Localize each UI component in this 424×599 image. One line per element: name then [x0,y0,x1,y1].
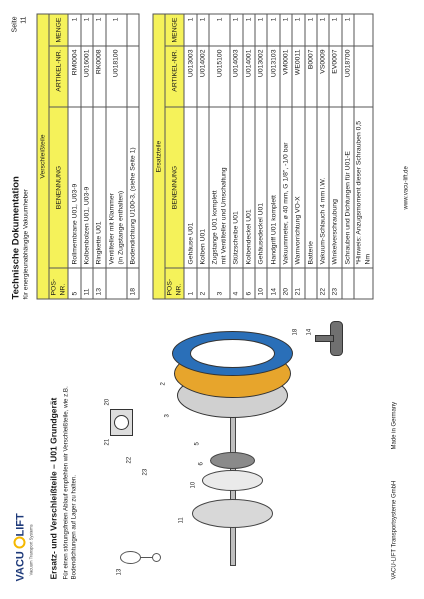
page-number-value: 11 [20,16,27,24]
cell-name: Winkelverschraubung [329,107,341,268]
cell-pos [341,268,353,299]
table-row [93,14,105,299]
diagram-label: 21 [104,438,110,445]
cell-art: U013103 [267,46,279,107]
cell-art: RM0004 [68,46,80,107]
cell-art [354,46,373,107]
cell-art [126,46,138,107]
cell-name [209,107,230,268]
col-header: MENGE [49,14,68,46]
table-row [267,14,279,299]
table-row [254,14,266,299]
table-row [105,14,126,299]
col-header: ARTIKEL-NR. [165,46,184,107]
cell-qty: 1 [196,14,208,46]
cell-qty: 1 [316,14,328,46]
cell-art: U014001 [242,46,254,107]
cell-qty [354,14,373,46]
cell-art: VM0001 [279,46,291,107]
cell-pos: 22 [316,268,328,299]
cell-qty: 1 [304,14,316,46]
table-row [184,14,196,299]
cell-art: U015100 [209,46,230,107]
spare-table-title: Ersatzteile [153,14,165,299]
svg-text:Vacuum Transport Systems: Vacuum Transport Systems [28,523,33,575]
cell-pos: 20 [279,268,291,299]
col-header: ARTIKEL-NR. [49,46,68,107]
spare-parts-table [152,13,373,299]
intro-title: Ersatz- und Verschleißteile – U01 Grundgerät [48,397,58,579]
cell-name: Bodendichtung U100-3, (siehe Seite 1) [126,107,138,268]
footer-made-in: Made in Germany [391,401,397,449]
cell-pos: 18 [126,268,138,299]
cell-pos: 21 [292,268,304,299]
document-title: Technische Dokumentation [10,175,21,299]
diagram-label: 3 [164,413,170,417]
table-row [341,14,353,299]
cell-pos: 5 [68,268,80,299]
cell-name: Handgriff U01 komplett [267,107,279,268]
table-row [292,14,304,299]
cell-pos: 2 [196,268,208,299]
cell-pos: 3 [209,268,230,299]
diagram-label: 22 [126,456,132,463]
footer-url[interactable]: www.vacu-lift.de [403,165,409,209]
diagram-label: 10 [190,481,196,488]
cell-name: Vakuummeter, ø 40 mm, G 1/8", -1/0 bar [279,107,291,268]
vacuum-gauge-drawing [110,409,132,435]
diagram-label: 2 [160,381,166,385]
col-header: BENENNUNG [49,107,68,268]
cell-art: U014002 [196,46,208,107]
cell-name: Ringkette U01 [93,107,105,268]
table-header-row [165,14,184,299]
cell-name-line2: mit Ventilteller und Umschaltung [220,166,228,264]
cell-art: U016001 [80,46,92,107]
table-row [126,14,138,299]
cell-art: VS0009 [316,46,328,107]
cell-qty [126,14,138,46]
wear-parts-table [36,13,139,299]
cell-art: U014003 [230,46,242,107]
cell-art: U013003 [184,46,196,107]
cell-qty: 1 [267,14,279,46]
table-row [196,14,208,299]
cell-pos: 6 [242,268,254,299]
cell-name: Warnvorrichtung VO-X [292,107,304,268]
table-row [354,14,373,299]
cell-name-line1: Ventilteller mit Klammer [107,192,115,264]
cell-pos: 4 [230,268,242,299]
diagram-label: 18 [292,328,298,335]
cell-name: Schrauben und Dichtungen für U01-E [341,107,353,268]
diagram-label: 20 [104,398,110,405]
cell-pos [105,268,126,299]
table-row [304,14,316,299]
diagram-label: 6 [198,461,204,465]
col-header: MENGE [165,14,184,46]
table-header-row [49,14,68,299]
cell-name-line2: (in Zugstange enthalten) [116,190,124,264]
cell-qty: 1 [68,14,80,46]
cell-name: Batterie [304,107,316,268]
col-header: POS-NR. [165,268,184,299]
table-row [242,14,254,299]
handle-drawing [315,321,342,355]
cell-name: Gehäusedeckel U01 [254,107,266,268]
footer-company: VACU-LIFT Transportsysteme GmbH [391,480,397,579]
cell-pos [304,268,316,299]
cell-name [105,107,126,268]
diagram-label: 13 [116,568,122,575]
cell-name: Vakuum-Schlauch 4 mm l.W. [316,107,328,268]
table-row [279,14,291,299]
document-subtitle: für energieunabhängige Vakuumheber [22,188,29,299]
col-header: BENENNUNG [165,107,184,268]
table-row [209,14,230,299]
ring-chain-drawing [120,551,160,563]
cell-qty: 1 [279,14,291,46]
cell-pos: 1 [184,268,196,299]
cell-art: B0007 [304,46,316,107]
cell-qty: 1 [292,14,304,46]
cell-qty: 1 [329,14,341,46]
exploded-view-diagram [90,315,375,585]
vacu-lift-logo [10,511,36,581]
cell-pos: 13 [93,268,105,299]
svg-text:VACU: VACU [14,550,26,581]
table-row [230,14,242,299]
cell-pos: 23 [329,268,341,299]
diagram-label: 5 [194,441,200,445]
cell-art: U018700 [341,46,353,107]
intro-block [48,339,78,579]
cell-name: Rollmembrane U01, U03-9 [68,107,80,268]
cell-qty: 1 [230,14,242,46]
cell-qty: 1 [93,14,105,46]
cell-name: Kolben U01 [196,107,208,268]
cell-qty: 1 [341,14,353,46]
cell-pos: 14 [267,268,279,299]
cell-art: RK0008 [93,46,105,107]
cell-name: *Hinweis: Anzugsmoment dieser Schrauben 0,5 Nm [354,107,373,268]
diagram-label: 23 [142,468,148,475]
cell-art: U018100 [105,46,126,107]
cell-pos [354,268,373,299]
cell-qty: 1 [209,14,230,46]
cell-pos: 11 [80,268,92,299]
table-row [80,14,92,299]
table-row [68,14,80,299]
wear-table-title: Verschleißteile [37,14,49,299]
cell-qty: 1 [80,14,92,46]
diagram-label: 14 [306,328,312,335]
cell-name: Kolbenbolzen U01, U03-9 [80,107,92,268]
cell-name: Kolbendeckel U01 [242,107,254,268]
cell-name: Gehäuse U01 [184,107,196,268]
housing-drawing [172,331,292,417]
intro-text: Für einen störungsfreien Ablauf empfehlen wir Verschleißteile, wie z.B. Bodendichtungen auf Lager zu halten. [62,385,77,579]
cell-art: EV0007 [329,46,341,107]
cell-name-line1: Zugstange U01 komplett [211,189,219,264]
page-label: Seite [11,16,18,32]
table-row [316,14,328,299]
diagram-label: 11 [178,516,184,523]
page-number [10,16,28,32]
cell-name: Stützscheibe U01 [230,107,242,268]
svg-text:LIFT: LIFT [14,512,26,536]
cell-pos: 10 [254,268,266,299]
cell-qty: 1 [242,14,254,46]
cell-art: U013002 [254,46,266,107]
cell-qty: 1 [254,14,266,46]
col-header: POS-NR. [49,268,68,299]
cell-art: WE0011 [292,46,304,107]
table-row [329,14,341,299]
cell-qty: 1 [105,14,126,46]
cell-qty: 1 [184,14,196,46]
